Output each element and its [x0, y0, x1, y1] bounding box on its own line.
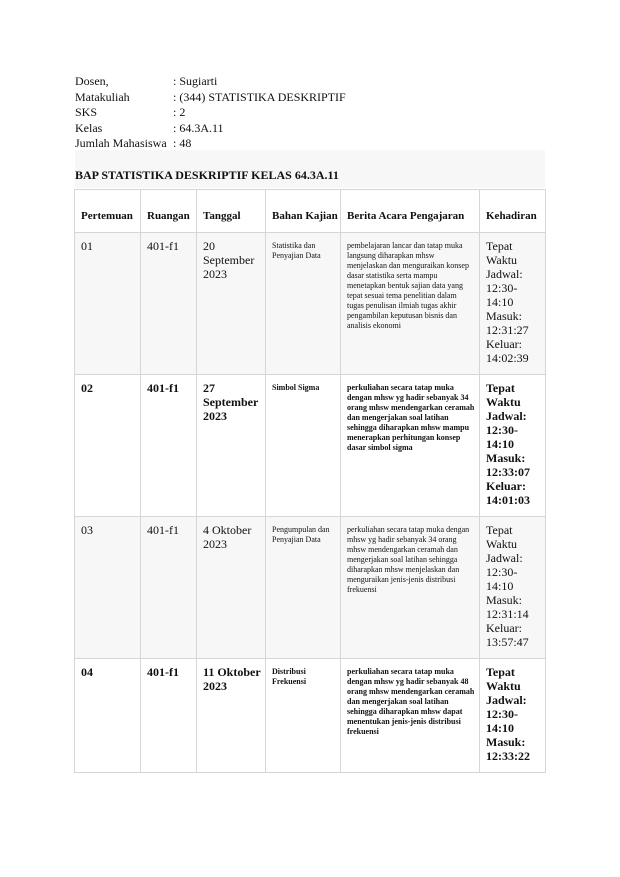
- kehadiran-status: Tepat Waktu: [486, 239, 518, 267]
- cell-pertemuan: 04: [75, 659, 141, 773]
- info-value: : Sugiarti: [173, 74, 218, 88]
- kehadiran-status: Tepat Waktu: [486, 665, 521, 693]
- info-value: : 48: [173, 136, 192, 150]
- table-row: [75, 659, 546, 773]
- cell-bahan-kajian: Simbol Sigma: [266, 375, 341, 517]
- table-row: [75, 375, 546, 517]
- info-row-matakuliah: [75, 90, 346, 106]
- header-bahan-kajian: Bahan Kajian: [266, 190, 341, 233]
- info-key: Kelas: [75, 120, 103, 135]
- cell-tanggal: 11 Oktober 2023: [197, 659, 266, 773]
- kehadiran-masuk: Masuk: 12:31:14: [486, 593, 529, 621]
- cell-kehadiran: [480, 233, 546, 375]
- cell-berita-acara: pembelajaran lancar dan tatap muka langsung diharapkan mhsw menjelaskan dan menguraikan konsep dasar statistika serta mampu menetapkan bentuk sajian data yang tepat sesuai tema penelitian dalam tugas penulisan ilmiah tugas akhir pengambilan keputusan bisnis dan analisis ekonomi: [341, 233, 480, 375]
- header-pertemuan: Pertemuan: [75, 190, 141, 233]
- kehadiran-jadwal: Jadwal: 12:30-14:10: [486, 409, 527, 451]
- info-row-dosen: [75, 74, 346, 90]
- info-key: Matakuliah: [75, 89, 130, 104]
- cell-kehadiran: [480, 517, 546, 659]
- cell-pertemuan: 01: [75, 233, 141, 375]
- cell-bahan-kajian: Distribusi Frekuensi: [266, 659, 341, 773]
- kehadiran-masuk: Masuk: 12:33:07: [486, 451, 530, 479]
- kehadiran-jadwal: Jadwal: 12:30-14:10: [486, 693, 527, 735]
- cell-berita-acara: perkuliahan secara tatap muka dengan mhsw yg hadir sebanyak 48 orang mhsw mendengarkan ceramah dan mengerjakan soal latihan sehingga diharapkan mhsw dapat menentukan jenis-jenis distribusi frekuensi: [341, 659, 480, 773]
- kehadiran-jadwal: Jadwal: 12:30-14:10: [486, 267, 523, 309]
- cell-tanggal: 20 September 2023: [197, 233, 266, 375]
- info-key: Jumlah Mahasiswa: [75, 136, 167, 150]
- kehadiran-masuk: Masuk: 12:31:27: [486, 309, 529, 337]
- info-row-sks: [75, 105, 346, 121]
- header-berita-acara: Berita Acara Pengajaran: [341, 190, 480, 233]
- info-value: : 2: [173, 105, 186, 119]
- kehadiran-status: Tepat Waktu: [486, 523, 518, 551]
- cell-kehadiran: [480, 375, 546, 517]
- info-value: : (344) STATISTIKA DESKRIPTIF: [173, 89, 346, 104]
- cell-ruangan: 401-f1: [141, 233, 197, 375]
- kehadiran-keluar: Keluar: 14:02:39: [486, 337, 529, 365]
- cell-kehadiran: [480, 659, 546, 773]
- cell-ruangan: 401-f1: [141, 659, 197, 773]
- kehadiran-keluar: Keluar: 13:57:47: [486, 621, 529, 649]
- cell-berita-acara: perkuliahan secara tatap muka dengan mhsw yg hadir sebanyak 34 orang mhsw mendengarkan ceramah dan mengerjakan soal latihan sehingga diharapkan mhsw menjelaskan dan menguraikan jenis-jenis distribusi frekuensi: [341, 517, 480, 659]
- cell-bahan-kajian: Statistika dan Penyajian Data: [266, 233, 341, 375]
- info-row-kelas: [75, 121, 346, 137]
- kehadiran-masuk: Masuk: 12:33:22: [486, 735, 530, 763]
- table-row: [75, 517, 546, 659]
- kehadiran-jadwal: Jadwal: 12:30-14:10: [486, 551, 523, 593]
- info-value: : 64.3A.11: [173, 120, 224, 135]
- kehadiran-status: Tepat Waktu: [486, 381, 521, 409]
- cell-pertemuan: 02: [75, 375, 141, 517]
- cell-tanggal: 27 September 2023: [197, 375, 266, 517]
- cell-bahan-kajian: Pengumpulan dan Penyajian Data: [266, 517, 341, 659]
- cell-ruangan: 401-f1: [141, 375, 197, 517]
- course-info: [75, 74, 346, 152]
- page-title: BAP STATISTIKA DESKRIPTIF KELAS 64.3A.11: [75, 168, 339, 182]
- header-tanggal: Tanggal: [197, 190, 266, 233]
- table-header-row: [75, 190, 546, 233]
- header-ruangan: Ruangan: [141, 190, 197, 233]
- cell-berita-acara: perkuliahan secara tatap muka dengan mhsw yg hadir sebanyak 34 orang mhsw mendengarkan ceramah dan mengerjakan soal latihan sehingga diharapkan mhsw mampu menerapkan perhitungan konsep dasar simbol sigma: [341, 375, 480, 517]
- cell-ruangan: 401-f1: [141, 517, 197, 659]
- header-kehadiran: Kehadiran: [480, 190, 546, 233]
- kehadiran-keluar: Keluar: 14:01:03: [486, 479, 530, 507]
- cell-pertemuan: 03: [75, 517, 141, 659]
- cell-tanggal: 4 Oktober 2023: [197, 517, 266, 659]
- info-key: SKS: [75, 105, 98, 119]
- table-row: [75, 233, 546, 375]
- info-key: Dosen,: [75, 74, 109, 88]
- bap-table: [74, 189, 546, 773]
